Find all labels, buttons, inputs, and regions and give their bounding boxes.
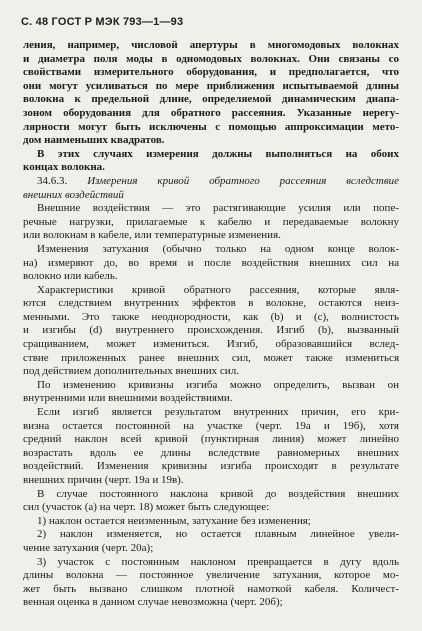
text-line: визна остается постоянной на участке (черт. 19а и 19б), хотя — [23, 419, 399, 432]
page-header: С. 48 ГОСТ Р МЭК 793—1—93 — [21, 16, 184, 28]
text-line: зоном оборудования для обратного рассеяния. Указанные нерегу- — [23, 106, 399, 119]
text-line: концах волокна. — [23, 161, 105, 174]
text-line: ления, например, числовой апертуры в многомодовых волокнах — [23, 39, 399, 51]
text-line: внутренними или внешними воздействиями. — [23, 392, 233, 405]
text-line: 3) участок с постоянным наклоном превращается в дугу вдоль — [37, 555, 399, 568]
text-line: Внешние воздействия — это растягивающие усилия или попе- — [37, 202, 399, 215]
paragraph-constant-slope — [23, 488, 399, 515]
section-title: внешних воздействий — [23, 188, 124, 201]
text-line: длины волокна — постоянное увеличение затухания, которое мо- — [23, 569, 399, 582]
text-line: венная оценка в данном случае невозможна (черт. 20б); — [23, 596, 283, 609]
text-line: По изменению кривизны изгиба можно определить, вызван он — [37, 378, 399, 391]
text-line: речные нагрузки, прилагаемые к кабелю и передаваемые волокну — [23, 215, 399, 228]
text-line: менными. Это также неоднородности, как (b) и (c), волнистость — [23, 310, 399, 323]
paragraph-attenuation-changes — [23, 243, 399, 284]
list-item-2 — [23, 528, 399, 555]
paragraph-curve-characteristics — [23, 284, 399, 379]
paragraph-bend-curvature — [23, 379, 399, 406]
paragraph-internal-causes — [23, 406, 399, 488]
paragraph-external-effects — [23, 202, 399, 243]
section-number: 34.6.3. — [37, 174, 68, 187]
text-line: и диаметра поля моды в одномодовых волокнах. Они связаны со — [23, 52, 399, 65]
text-line: внешних причин (черт. 19а и 19в). — [23, 474, 184, 486]
list-item-3 — [23, 556, 399, 610]
text-line: они могут усиливаться по мере приближения испытываемой длины — [23, 79, 399, 92]
text-line: Изменения затухания (обычно только на одном конце волок- — [37, 242, 399, 255]
text-line: 2) наклон изменяется, но остается плавным линейное увели- — [37, 528, 399, 541]
text-line: ются следствием внутренних эффектов в волокне, остаются неиз- — [23, 297, 399, 310]
text-line: и изгибы (d) внутреннего происхождения. Изгиб (b), вызванный — [23, 324, 399, 337]
text-line: сил (участок (а) на черт. 18) может быть следующее: — [23, 501, 270, 514]
text-line: В этих случаях измерения должны выполняться на обоих — [37, 147, 399, 160]
text-line: или волокнам в кабеле, или температурные изменения. — [23, 229, 281, 242]
text-line: Характеристики кривой обратного рассеяния, которые явля- — [37, 283, 399, 296]
section-title: Измерения кривой обратного рассеяния вследствие — [87, 174, 399, 187]
paragraph-continuation — [23, 39, 399, 148]
text-line: жет быть вызвано слишком плотной намоткой кабеля. Количест- — [23, 582, 399, 595]
list-item-1 — [23, 515, 399, 529]
body-text — [23, 39, 399, 610]
text-line: В случае постоянного наклона кривой до воздействия внешних — [37, 487, 399, 500]
text-line: возрастать вдоль ее длины вследствие равномерных внешних — [23, 446, 399, 459]
text-line: волокна к предельной длине, определяемой динамическим диапа- — [23, 93, 399, 106]
text-line: чение затухания (черт. 20а); — [23, 541, 154, 554]
text-line: под действием дополнительных внешних сил. — [23, 365, 239, 378]
text-line: средний наклон всей кривой (пунктирная линия) может линейно — [23, 433, 399, 446]
paragraph-both-ends — [23, 148, 399, 175]
text-line: 1) наклон остается неизменным, затухание без изменения; — [37, 514, 311, 527]
text-line: лярности могут быть исключены с помощью аппроксимации мето- — [23, 120, 399, 133]
text-line: Если изгиб является результатом внутренних причин, его кри- — [37, 406, 399, 419]
text-line: дом наименьших квадратов. — [23, 134, 165, 147]
text-line: воздействий. Изменения кривизны изгиба происходят в результате — [23, 460, 399, 473]
section-heading — [23, 175, 399, 202]
text-line: сращиванием, может измениться. Изгиб, образовавшийся вслед- — [23, 338, 399, 351]
text-line: волокно или кабель. — [23, 270, 118, 283]
text-line: на) измеряют до, во время и после воздействия внешних сил на — [23, 256, 399, 269]
text-line: свойствами измерительного оборудования, и предполагается, что — [23, 66, 399, 79]
text-line: ствие приложенных ранее внешних сил, может также измениться — [23, 351, 399, 364]
